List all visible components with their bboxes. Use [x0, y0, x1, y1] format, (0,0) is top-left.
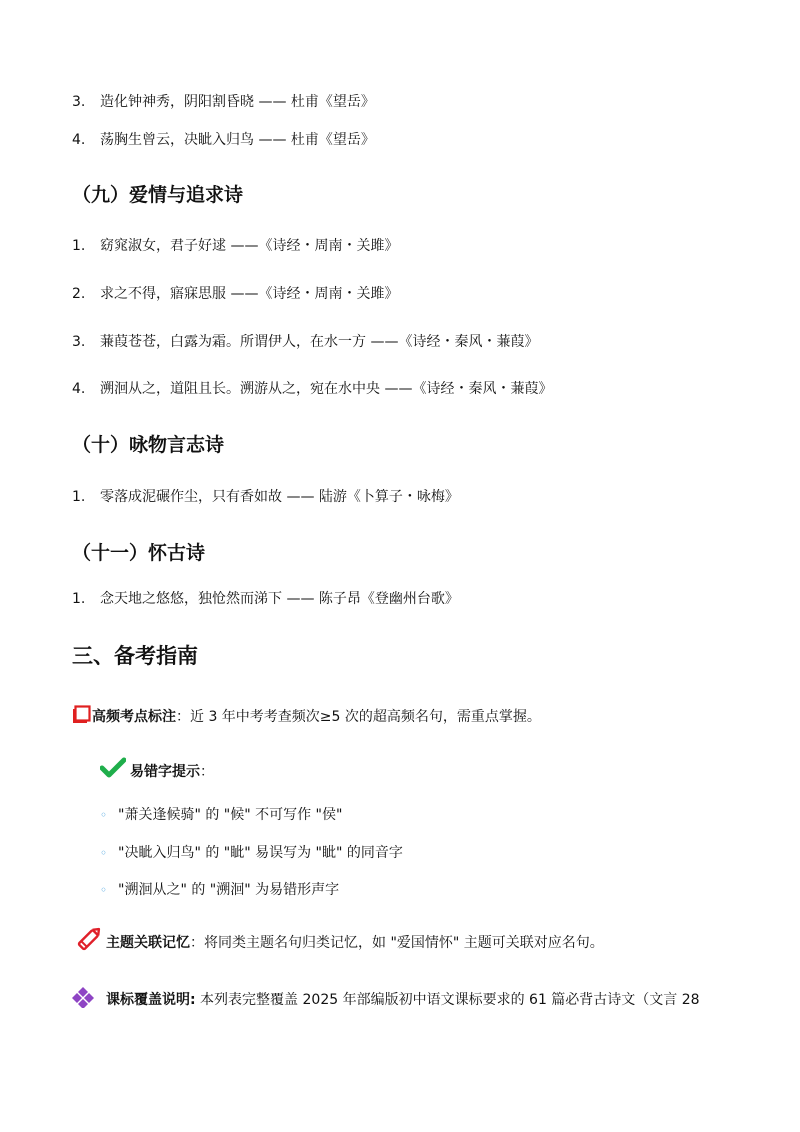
item-number: 4.	[72, 381, 86, 397]
coverage-text: 本列表完整覆盖 2025 年部编版初中语文课标要求的 61 篇必背古诗文（文言 28	[195, 992, 700, 1008]
item-text: 造化钟神秀，阴阳割昏晓 —— 杜甫《望岳》	[100, 94, 375, 110]
item-number: 4.	[72, 132, 86, 148]
section-heading-love: （九）爱情与追求诗	[72, 184, 244, 206]
list-item	[72, 130, 375, 150]
list-item	[100, 880, 339, 900]
item-text: 蒹葭苍苍，白露为霜。所谓伊人，在水一方 ——《诗经・秦风・蒹葭》	[100, 334, 539, 350]
theme-memory-note	[106, 933, 604, 953]
bullet-text: "溯洄从之" 的 "溯洄" 为易错形声字	[118, 882, 340, 898]
list-item	[72, 487, 459, 507]
list-item	[72, 332, 538, 352]
list-item	[72, 236, 398, 256]
pencil-icon	[74, 924, 104, 958]
list-item	[72, 589, 459, 609]
checkbox-icon	[73, 705, 91, 727]
high-frequency-note	[92, 707, 541, 727]
item-text: 溯洄从之，道阻且长。溯游从之，宛在水中央 ——《诗经・秦风・蒹葭》	[100, 381, 553, 397]
high-frequency-label: 高频考点标注	[92, 709, 176, 725]
guide-heading: 三、备考指南	[72, 644, 198, 668]
bullet-icon: ◦	[100, 846, 108, 860]
item-text: 窈窕淑女，君子好逑 ——《诗经・周南・关雎》	[100, 238, 399, 254]
high-frequency-text: ：近 3 年中考考查频次≥5 次的超高频名句，需重点掌握。	[176, 709, 541, 725]
section-heading-objects: （十）咏物言志诗	[72, 434, 225, 456]
diamond-icon	[72, 986, 94, 1012]
section-heading-history: （十一）怀古诗	[72, 542, 206, 564]
coverage-label: 课标覆盖说明:	[106, 992, 196, 1008]
item-text: 荡胸生曾云，决眦入归鸟 —— 杜甫《望岳》	[100, 132, 375, 148]
typo-tips-label: 易错字提示	[130, 764, 200, 780]
list-item	[72, 379, 552, 399]
coverage-note	[106, 990, 700, 1010]
list-item	[100, 805, 342, 825]
bullet-text: "萧关逢候骑" 的 "候" 不可写作 "侯"	[118, 807, 343, 823]
item-text: 求之不得，寤寐思服 ——《诗经・周南・关雎》	[100, 286, 399, 302]
item-number: 3.	[72, 94, 86, 110]
item-text: 念天地之悠悠，独怆然而涕下 —— 陈子昂《登幽州台歌》	[100, 591, 459, 607]
item-number: 1.	[72, 591, 86, 607]
list-item	[72, 284, 398, 304]
list-item	[100, 843, 403, 863]
item-number: 1.	[72, 238, 86, 254]
item-number: 1.	[72, 489, 86, 505]
list-item	[72, 92, 375, 112]
typo-tips-heading	[130, 762, 214, 782]
check-icon	[100, 757, 126, 783]
bullet-icon: ◦	[100, 808, 108, 822]
bullet-text: "决眦入归鸟" 的 "眦" 易误写为 "眦" 的同音字	[118, 845, 403, 861]
item-number: 2.	[72, 286, 86, 302]
item-number: 3.	[72, 334, 86, 350]
theme-memory-text: ：将同类主题名句归类记忆，如 "爱国情怀" 主题可关联对应名句。	[190, 935, 604, 951]
item-text: 零落成泥碾作尘，只有香如故 —— 陆游《卜算子・咏梅》	[100, 489, 459, 505]
typo-tips-colon: ：	[200, 764, 214, 780]
bullet-icon: ◦	[100, 883, 108, 897]
theme-memory-label: 主题关联记忆	[106, 935, 190, 951]
